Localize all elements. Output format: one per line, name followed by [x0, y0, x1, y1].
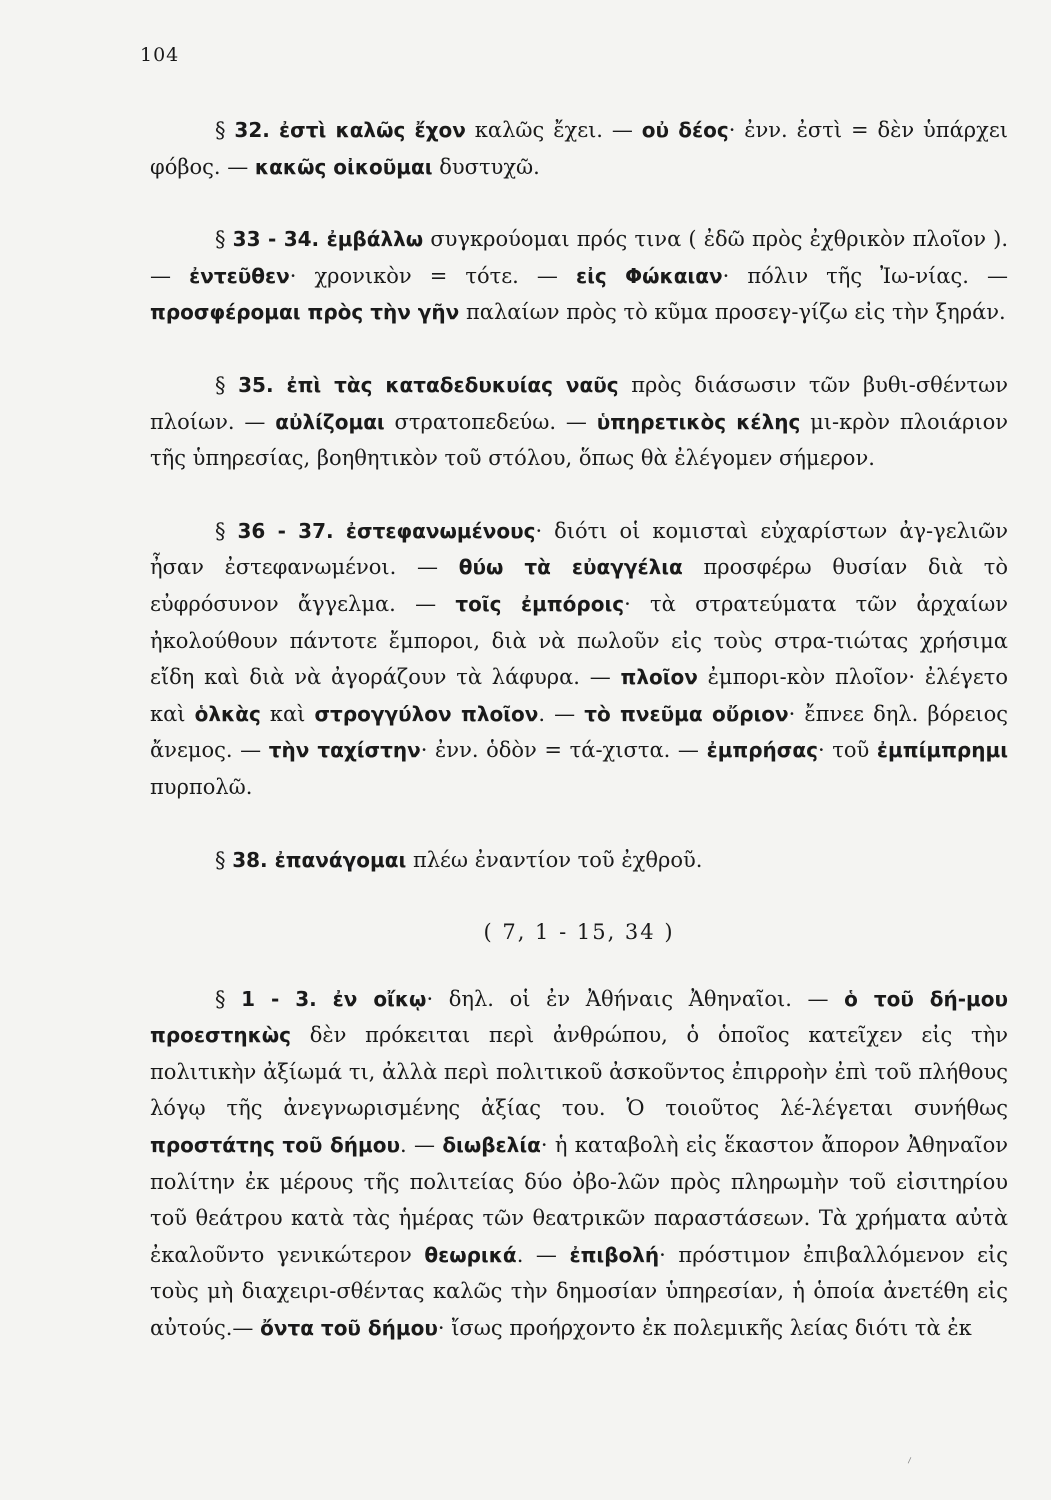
glossed-term: προστάτης τοῦ δήμου: [150, 1133, 400, 1158]
glossed-term: ἐμβάλλω: [326, 227, 424, 252]
gloss-text: δὲν πρόκειται περὶ ἀνθρώπου, ὁ ὁποῖος κατεῖχεν εἰς τὴν πολιτικὴν ἀξίωμά τι, ἀλλὰ περὶ πολιτικοῦ ἀσκοῦντος ἐπιρροὴν ἐπὶ τοῦ πλήθους λόγῳ τῆς ἀνεγνωρισμένης ἀξίας του. Ὁ τοιοῦτος λέ-λέγεται συνήθως: [150, 1023, 1008, 1121]
glossed-term: προσφέρομαι πρὸς τὴν γῆν: [150, 300, 460, 325]
glossed-term: στρογγύλον πλοῖον: [314, 701, 539, 726]
notes-chapter-6: [150, 112, 1008, 878]
gloss-text: · χρονικὸν = τότε. —: [289, 263, 576, 288]
note-paragraph: [150, 367, 1008, 477]
gloss-text: . —: [399, 1133, 443, 1158]
glossed-term: ἐμπίμπρημι: [876, 738, 1008, 763]
gloss-text: · πρόστιμον ἐπιβαλλόμενον εἰς τοὺς μὴ διαχειρι-σθέντας καλῶς τὴν δημοσίαν ὑπηρεσίαν, ἡ ὁποία ἀνετέθη εἰς αὐτούς.—: [150, 1242, 1008, 1341]
commentary-text: [150, 112, 1008, 1347]
gloss-text: πυρπολῶ.: [150, 774, 253, 799]
gloss-text: . —: [516, 1242, 570, 1267]
glossed-term: ἐπὶ τὰς καταδεδυκυίας ναῦς: [286, 372, 619, 397]
section-number: 1 - 3.: [241, 986, 333, 1011]
glossed-term: πλοῖον: [620, 665, 698, 690]
spacer: [150, 806, 1008, 842]
spacer: [150, 951, 1008, 981]
gloss-text: · ἐνν. ὁδὸν = τά-χιστα. —: [420, 738, 707, 763]
gloss-text: καλῶς ἔχει. —: [465, 118, 642, 142]
glossed-term: τοῖς ἐμπόροις: [455, 591, 625, 616]
glossed-term: ὁ τοῦ δή-μου προεστηκὼς: [150, 986, 1008, 1048]
section-number: 36 - 37.: [237, 518, 346, 543]
notes-chapter-7: [150, 981, 1008, 1347]
gloss-text: · πόλιν τῆς Ἰω-νίας. —: [722, 263, 1008, 288]
glossed-term: ἐμπρήσας: [706, 738, 818, 763]
glossed-term: ἐπανάγομαι: [274, 847, 407, 872]
gloss-text: . —: [538, 701, 585, 726]
glossed-term: εἰς Φώκαιαν: [575, 263, 723, 288]
spacer: [150, 185, 1008, 221]
glossed-term: οὐ δέος: [641, 118, 729, 142]
gloss-text: §: [215, 118, 235, 142]
page-number: 104: [140, 44, 180, 66]
gloss-text: · ἐνν. ἐστὶ = δὲν ὑπάρχει φόβος. —: [150, 118, 1008, 179]
gloss-text: §: [215, 518, 238, 543]
gloss-text: πρὸς διάσωσιν τῶν βυθι-σθέντων πλοίων. —: [150, 372, 1008, 434]
section-heading: ( 7, 1 - 15, 34 ): [483, 920, 675, 945]
glossed-term: ἐστὶ καλῶς ἔχον: [279, 118, 466, 142]
gloss-text: στρατοπεδεύω. —: [384, 409, 597, 434]
note-paragraph: [150, 221, 1008, 331]
gloss-text: · ἡ καταβολὴ εἰς ἕκαστον ἄπορον Ἀθηναῖον πολίτην ἐκ μέρους τῆς πολιτείας δύο ὀβο-λῶν πρὸς πληρωμὴν τοῦ εἰσιτηρίου τοῦ θεάτρου κατὰ τὰς ἡμέρας τῶν θεατρικῶν παραστάσεων. Τὰ χρήματα αὐτὰ ἐκαλοῦντο γενικώτερον: [150, 1133, 1008, 1267]
glossed-term: θεωρικά: [424, 1242, 517, 1267]
glossed-term: θύω τὰ εὐαγγέλια: [458, 555, 683, 580]
glossed-term: τὸ πνεῦμα οὔριον: [584, 701, 789, 726]
section-number: 35.: [238, 372, 287, 397]
glossed-term: ἐστεφανωμένους: [345, 518, 536, 543]
glossed-term: κακῶς οἰκοῦμαι: [254, 154, 433, 179]
gloss-text: · ἔπνεε δηλ. βόρειος ἄνεμος. —: [150, 701, 1008, 763]
glossed-term: ἐν οἴκῳ: [332, 986, 427, 1011]
glossed-term: διωβελία: [442, 1133, 541, 1158]
glossed-term: αὐλίζομαι: [275, 409, 385, 434]
gloss-text: · τοῦ: [817, 738, 877, 763]
gloss-text: δυστυχῶ.: [432, 154, 540, 179]
gloss-text: · δηλ. οἱ ἐν Ἀθήναις Ἀθηναῖοι. —: [426, 986, 845, 1011]
note-paragraph: [150, 513, 1008, 806]
glossed-term: ὄντα τοῦ δήμου: [260, 1316, 438, 1341]
section-number: 33 - 34.: [232, 227, 327, 252]
gloss-text: ἐμπορι-κὸν πλοῖον· ἐλέγετο καὶ: [150, 665, 1008, 726]
glossed-term: ὑπηρετικὸς κέλης: [596, 409, 801, 434]
glossed-term: ἐπιβολή: [569, 1242, 660, 1267]
gloss-text: §: [215, 847, 233, 872]
gloss-text: παλαίων πρὸς τὸ κῦμα προσεγ-γίζω εἰς τὴν ξηράν.: [459, 300, 1006, 325]
glossed-term: ὁλκὰς: [194, 701, 261, 726]
glossed-term: τὴν ταχίστην: [268, 738, 421, 763]
stray-mark: ⸝: [902, 1449, 915, 1467]
note-paragraph: [150, 112, 1008, 185]
spacer: [150, 878, 1008, 914]
gloss-text: · τὰ στρατεύματα τῶν ἀρχαίων ἠκολούθουν πάντοτε ἔμποροι, διὰ νὰ πωλοῦν εἰς τοὺς στρα-τιώτας χρήσιμα εἴδη καὶ διὰ νὰ ἀγοράζουν τὰ λάφυρα. —: [150, 591, 1008, 690]
gloss-text: μι-κρὸν πλοιάριον τῆς ὑπηρεσίας, βοηθητικὸν τοῦ στόλου, ὅπως θὰ ἐλέγομεν σήμερον.: [150, 409, 1008, 471]
gloss-text: · ἴσως προήρχοντο ἐκ πολεμικῆς λείας διότι τὰ ἐκ: [437, 1316, 972, 1341]
glossed-term: ἐντεῦθεν: [189, 263, 290, 288]
note-paragraph: [150, 842, 1008, 879]
gloss-text: καὶ: [260, 701, 315, 726]
gloss-text: πλέω ἐναντίον τοῦ ἐχθροῦ.: [406, 847, 703, 872]
spacer: [150, 331, 1008, 367]
gloss-text: προσφέρω θυσίαν διὰ τὸ εὐφρόσυνον ἄγγελμα. —: [150, 555, 1008, 616]
gloss-text: · διότι οἱ κομισταὶ εὐχαρίστων ἀγ-γελιῶν ἦσαν ἐστεφανωμένοι. —: [150, 518, 1009, 580]
gloss-text: §: [215, 372, 239, 397]
gloss-text: §: [215, 227, 233, 252]
spacer: [150, 477, 1008, 513]
gloss-text: συγκρούομαι πρός τινα ( ἐδῶ πρὸς ἐχθρικὸν πλοῖον ). —: [150, 227, 1008, 288]
note-paragraph: [150, 981, 1008, 1347]
section-number: 32.: [234, 118, 280, 142]
section-number: 38.: [232, 847, 275, 872]
gloss-text: §: [215, 986, 242, 1011]
